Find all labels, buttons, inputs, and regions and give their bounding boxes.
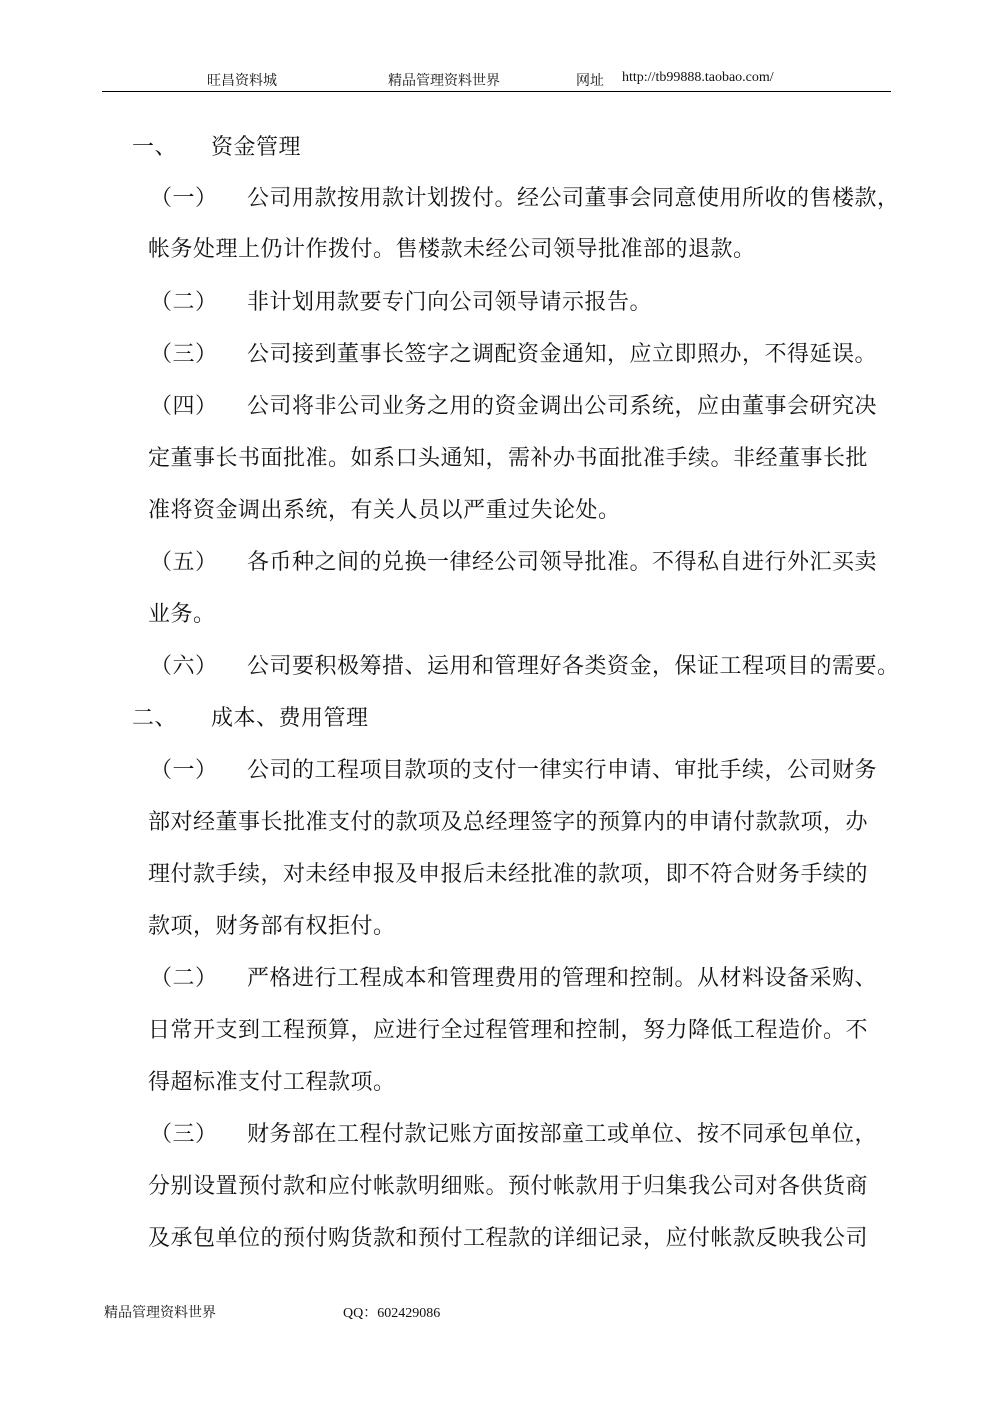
item-number: （三）	[150, 1122, 218, 1147]
footer-qq-text: QQ：602429086	[343, 1306, 441, 1321]
section-title: 成本、费用管理	[211, 706, 369, 731]
item-text-line: 款项，财务部有权拒付。	[148, 914, 396, 939]
item-text-line: 严格进行工程成本和管理费用的管理和控制。从材料设备采购、	[247, 966, 878, 991]
item-text-line: 公司将非公司业务之用的资金调出公司系统，应由董事会研究决	[247, 394, 878, 419]
item-text-line: 及承包单位的预付购货款和预付工程款的详细记录，应付帐款反映我公司	[148, 1226, 869, 1251]
header-url-link[interactable]: http://tb99888.taobao.com/	[622, 70, 774, 85]
item-number: （二）	[150, 966, 218, 991]
item-text-line: 定董事长书面批准。如系口头通知，需补办书面批准手续。非经董事长批	[148, 446, 869, 471]
item-number: （五）	[150, 550, 218, 575]
header-left-text: 旺昌资料城	[207, 74, 277, 89]
item-number: （六）	[150, 654, 218, 679]
item-number: （二）	[150, 290, 218, 315]
header-divider	[102, 91, 891, 92]
section-number: 二、	[132, 706, 178, 731]
item-text-line: 公司要积极筹措、运用和管理好各类资金，保证工程项目的需要。	[247, 654, 900, 679]
item-number: （一）	[150, 186, 218, 211]
item-text-line: 公司用款按用款计划拨付。经公司董事会同意使用所收的售楼款，	[247, 186, 900, 211]
header-middle-text: 精品管理资料世界	[388, 74, 500, 89]
item-text-line: 准将资金调出系统，有关人员以严重过失论处。	[148, 498, 621, 523]
item-text-line: 财务部在工程付款记账方面按部童工或单位、按不同承包单位，	[247, 1122, 878, 1147]
item-text-line: 公司接到董事长签字之调配资金通知，应立即照办，不得延误。	[247, 342, 878, 367]
item-text-line: 非计划用款要专门向公司领导请示报告。	[247, 290, 653, 315]
item-text-line: 部对经董事长批准支付的款项及总经理签字的预算内的申请付款款项，办	[148, 810, 869, 835]
item-text-line: 公司的工程项目款项的支付一律实行申请、审批手续，公司财务	[247, 758, 878, 783]
item-text-line: 业务。	[148, 602, 216, 627]
item-text-line: 日常开支到工程预算，应进行全过程管理和控制，努力降低工程造价。不	[148, 1018, 869, 1043]
item-number: （一）	[150, 758, 218, 783]
item-number: （三）	[150, 342, 218, 367]
item-text-line: 理付款手续，对未经申报及申报后未经批准的款项，即不符合财务手续的	[148, 862, 869, 887]
item-text-line: 帐务处理上仍计作拨付。售楼款未经公司领导批准部的退款。	[148, 237, 756, 262]
footer-left-text: 精品管理资料世界	[104, 1306, 216, 1321]
item-text-line: 得超标准支付工程款项。	[148, 1070, 396, 1095]
section-title: 资金管理	[211, 135, 302, 160]
header-url-label: 网址	[576, 74, 604, 89]
item-text-line: 各币种之间的兑换一律经公司领导批准。不得私自进行外汇买卖	[247, 550, 878, 575]
item-number: （四）	[150, 394, 218, 419]
section-number: 一、	[132, 135, 178, 160]
item-text-line: 分别设置预付款和应付帐款明细账。预付帐款用于归集我公司对各供货商	[148, 1174, 869, 1199]
page-header	[102, 70, 891, 92]
